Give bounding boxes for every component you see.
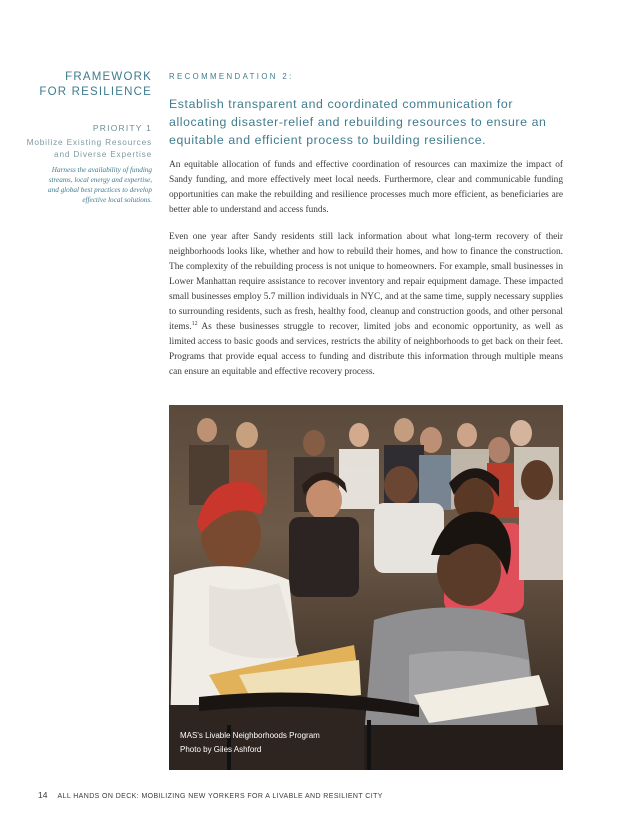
priority-description bbox=[20, 165, 152, 205]
priority-title bbox=[20, 136, 152, 160]
caption-line2: Photo by Giles Ashford bbox=[180, 745, 262, 754]
framework-title-line2: FOR RESILIENCE bbox=[39, 86, 152, 98]
running-title: ALL HANDS ON DECK: MOBILIZING NEW YORKERS FOR A LIVABLE AND RESILIENT CITY bbox=[57, 793, 383, 800]
priority-label: PRIORITY 1 bbox=[92, 123, 152, 133]
priority-title-line1: Mobilize Existing Resources bbox=[26, 137, 152, 147]
priority-desc-line4: effective local solutions. bbox=[82, 196, 152, 204]
framework-title-line1: FRAMEWORK bbox=[65, 71, 152, 83]
workshop-photo-illustration bbox=[169, 405, 563, 770]
heading-line2: allocating disaster-relief and rebuilding resources to ensure an bbox=[169, 115, 547, 129]
paragraph-2-part2: As these businesses struggle to recover, limited jobs and economic opportunity, as well as limited access to basic goods and services, restricts the ability of neighborhoods to get back on their feet. Programs that provide equal access to funding and distribute this information through multiple means can ensure an equitable and effective recovery process. bbox=[169, 322, 563, 377]
priority-desc-line2: streams, local energy and expertise, bbox=[48, 176, 152, 184]
photo-caption bbox=[180, 729, 320, 757]
recommendation-label: RECOMMENDATION 2: bbox=[169, 72, 294, 81]
paragraph-2-part1: Even one year after Sandy residents still lack information about what long-term recovery of their neighborhoods looks like, whether and how to rebuild their homes, and how to finance the construction. The complexity of the rebuilding process is not unique to homeowners. For example, small businesses in Lower Manhattan require assistance to recover inventory and repair equipment damage. These impacted small businesses employ 5.7 million individuals in NYC, and at the same time, supply necessary supplies to surrounding residents, such as fresh, healthy food, cleanup and construction goods, and other personal items. bbox=[169, 232, 563, 332]
main-content bbox=[169, 72, 563, 389]
sidebar bbox=[20, 70, 152, 205]
heading-line3: equitable and efficient process to building resilience. bbox=[169, 133, 487, 147]
recommendation-heading bbox=[169, 95, 563, 149]
page-footer bbox=[38, 790, 383, 800]
priority-title-line2: and Diverse Expertise bbox=[54, 149, 152, 159]
priority-desc-line3: and global best practices to develop bbox=[48, 186, 152, 194]
body-paragraph-1: An equitable allocation of funds and effective coordination of resources can maximize the impact of Sandy funding, and more effectively meet local needs. Furthermore, clear and communicable funding opportunities can make the rebuilding and resilience processes much more efficient, as beneficiaries are better able to understand and access funds. bbox=[169, 160, 563, 215]
page-number: 14 bbox=[38, 790, 48, 800]
workshop-photo bbox=[169, 405, 563, 770]
heading-line1: Establish transparent and coordinated communication for bbox=[169, 97, 514, 111]
framework-title bbox=[20, 70, 152, 100]
footnote-ref: 12 bbox=[191, 321, 198, 327]
caption-line1: MAS's Livable Neighborhoods Program bbox=[180, 731, 320, 740]
priority-desc-line1: Harness the availability of funding bbox=[51, 166, 152, 174]
body-paragraph-2 bbox=[169, 230, 563, 380]
